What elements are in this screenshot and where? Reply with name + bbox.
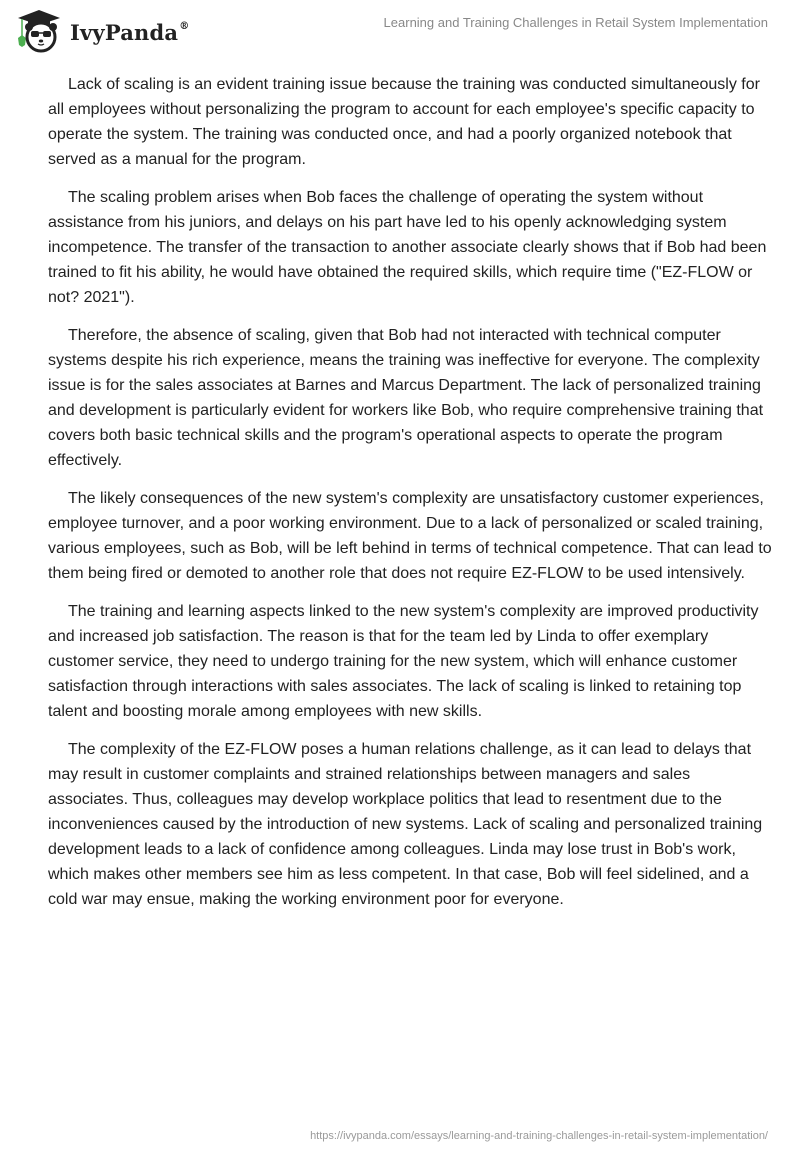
paragraph: Therefore, the absence of scaling, given that Bob had not interacted with technical computer systems despite his rich experience, means the training was ineffective for everyone. The complexity issue is for the sales associates at Barnes and Marcus Department. The lack of personalized training and development is particularly evident for workers like Bob, who require comprehensive training that covers both basic technical skills and the program's operational aspects to operate the program effectively. bbox=[48, 327, 764, 469]
registered-mark: ® bbox=[179, 20, 190, 32]
paragraph: Lack of scaling is an evident training issue because the training was conducted simultaneously for all employees without personalizing the program to account for each employee's specific capacity to operate the system. The training was conducted once, and had a poorly organized notebook that served as a manual for the program. bbox=[48, 76, 760, 168]
ivypanda-logo[interactable] bbox=[14, 8, 189, 54]
source-url[interactable]: https://ivypanda.com/essays/learning-and-training-challenges-in-retail-system-implementation/ bbox=[310, 1130, 768, 1142]
brand-name: IvyPanda® bbox=[70, 19, 190, 45]
page-header bbox=[0, 0, 800, 56]
paragraph: The scaling problem arises when Bob faces the challenge of operating the system without assistance from his juniors, and delays on his part have led to his openly acknowledging system incompetence. The transfer of the transaction to another associate clearly shows that if Bob had been trained to fit his ability, he would have obtained the required skills, which require time ("EZ-FLOW or not? 2021"). bbox=[48, 189, 767, 306]
essay-body bbox=[48, 72, 774, 925]
document-title: Learning and Training Challenges in Retail System Implementation bbox=[383, 15, 768, 30]
paragraph: The training and learning aspects linked to the new system's complexity are improved productivity and increased job satisfaction. The reason is that for the team led by Linda to offer exemplary customer service, they need to undergo training for the new system, which will enhance customer satisfaction through interactions with sales associates. The lack of scaling is linked to retaining top talent and boosting morale among employees with new skills. bbox=[48, 603, 759, 720]
paragraph: The complexity of the EZ-FLOW poses a human relations challenge, as it can lead to delays that may result in customer complaints and strained relationships between managers and sales associates. Thus, colleagues may develop workplace politics that lead to resentment due to the inconveniences caused by the introduction of new systems. Lack of scaling and personalized training development leads to a lack of confidence among colleagues. Linda may lose trust in Bob's work, which makes other members see him as less competent. In that case, Bob will feel sidelined, and a cold war may ensue, making the working environment poor for everyone. bbox=[48, 741, 763, 908]
paragraph: The likely consequences of the new system's complexity are unsatisfactory customer experiences, employee turnover, and a poor working environment. Due to a lack of personalized or scaled training, various employees, such as Bob, will be left behind in terms of technical competence. That can lead to them being fired or demoted to another role that does not require EZ-FLOW to be used intensively. bbox=[48, 490, 772, 582]
panda-graduation-cap-icon bbox=[14, 8, 64, 54]
